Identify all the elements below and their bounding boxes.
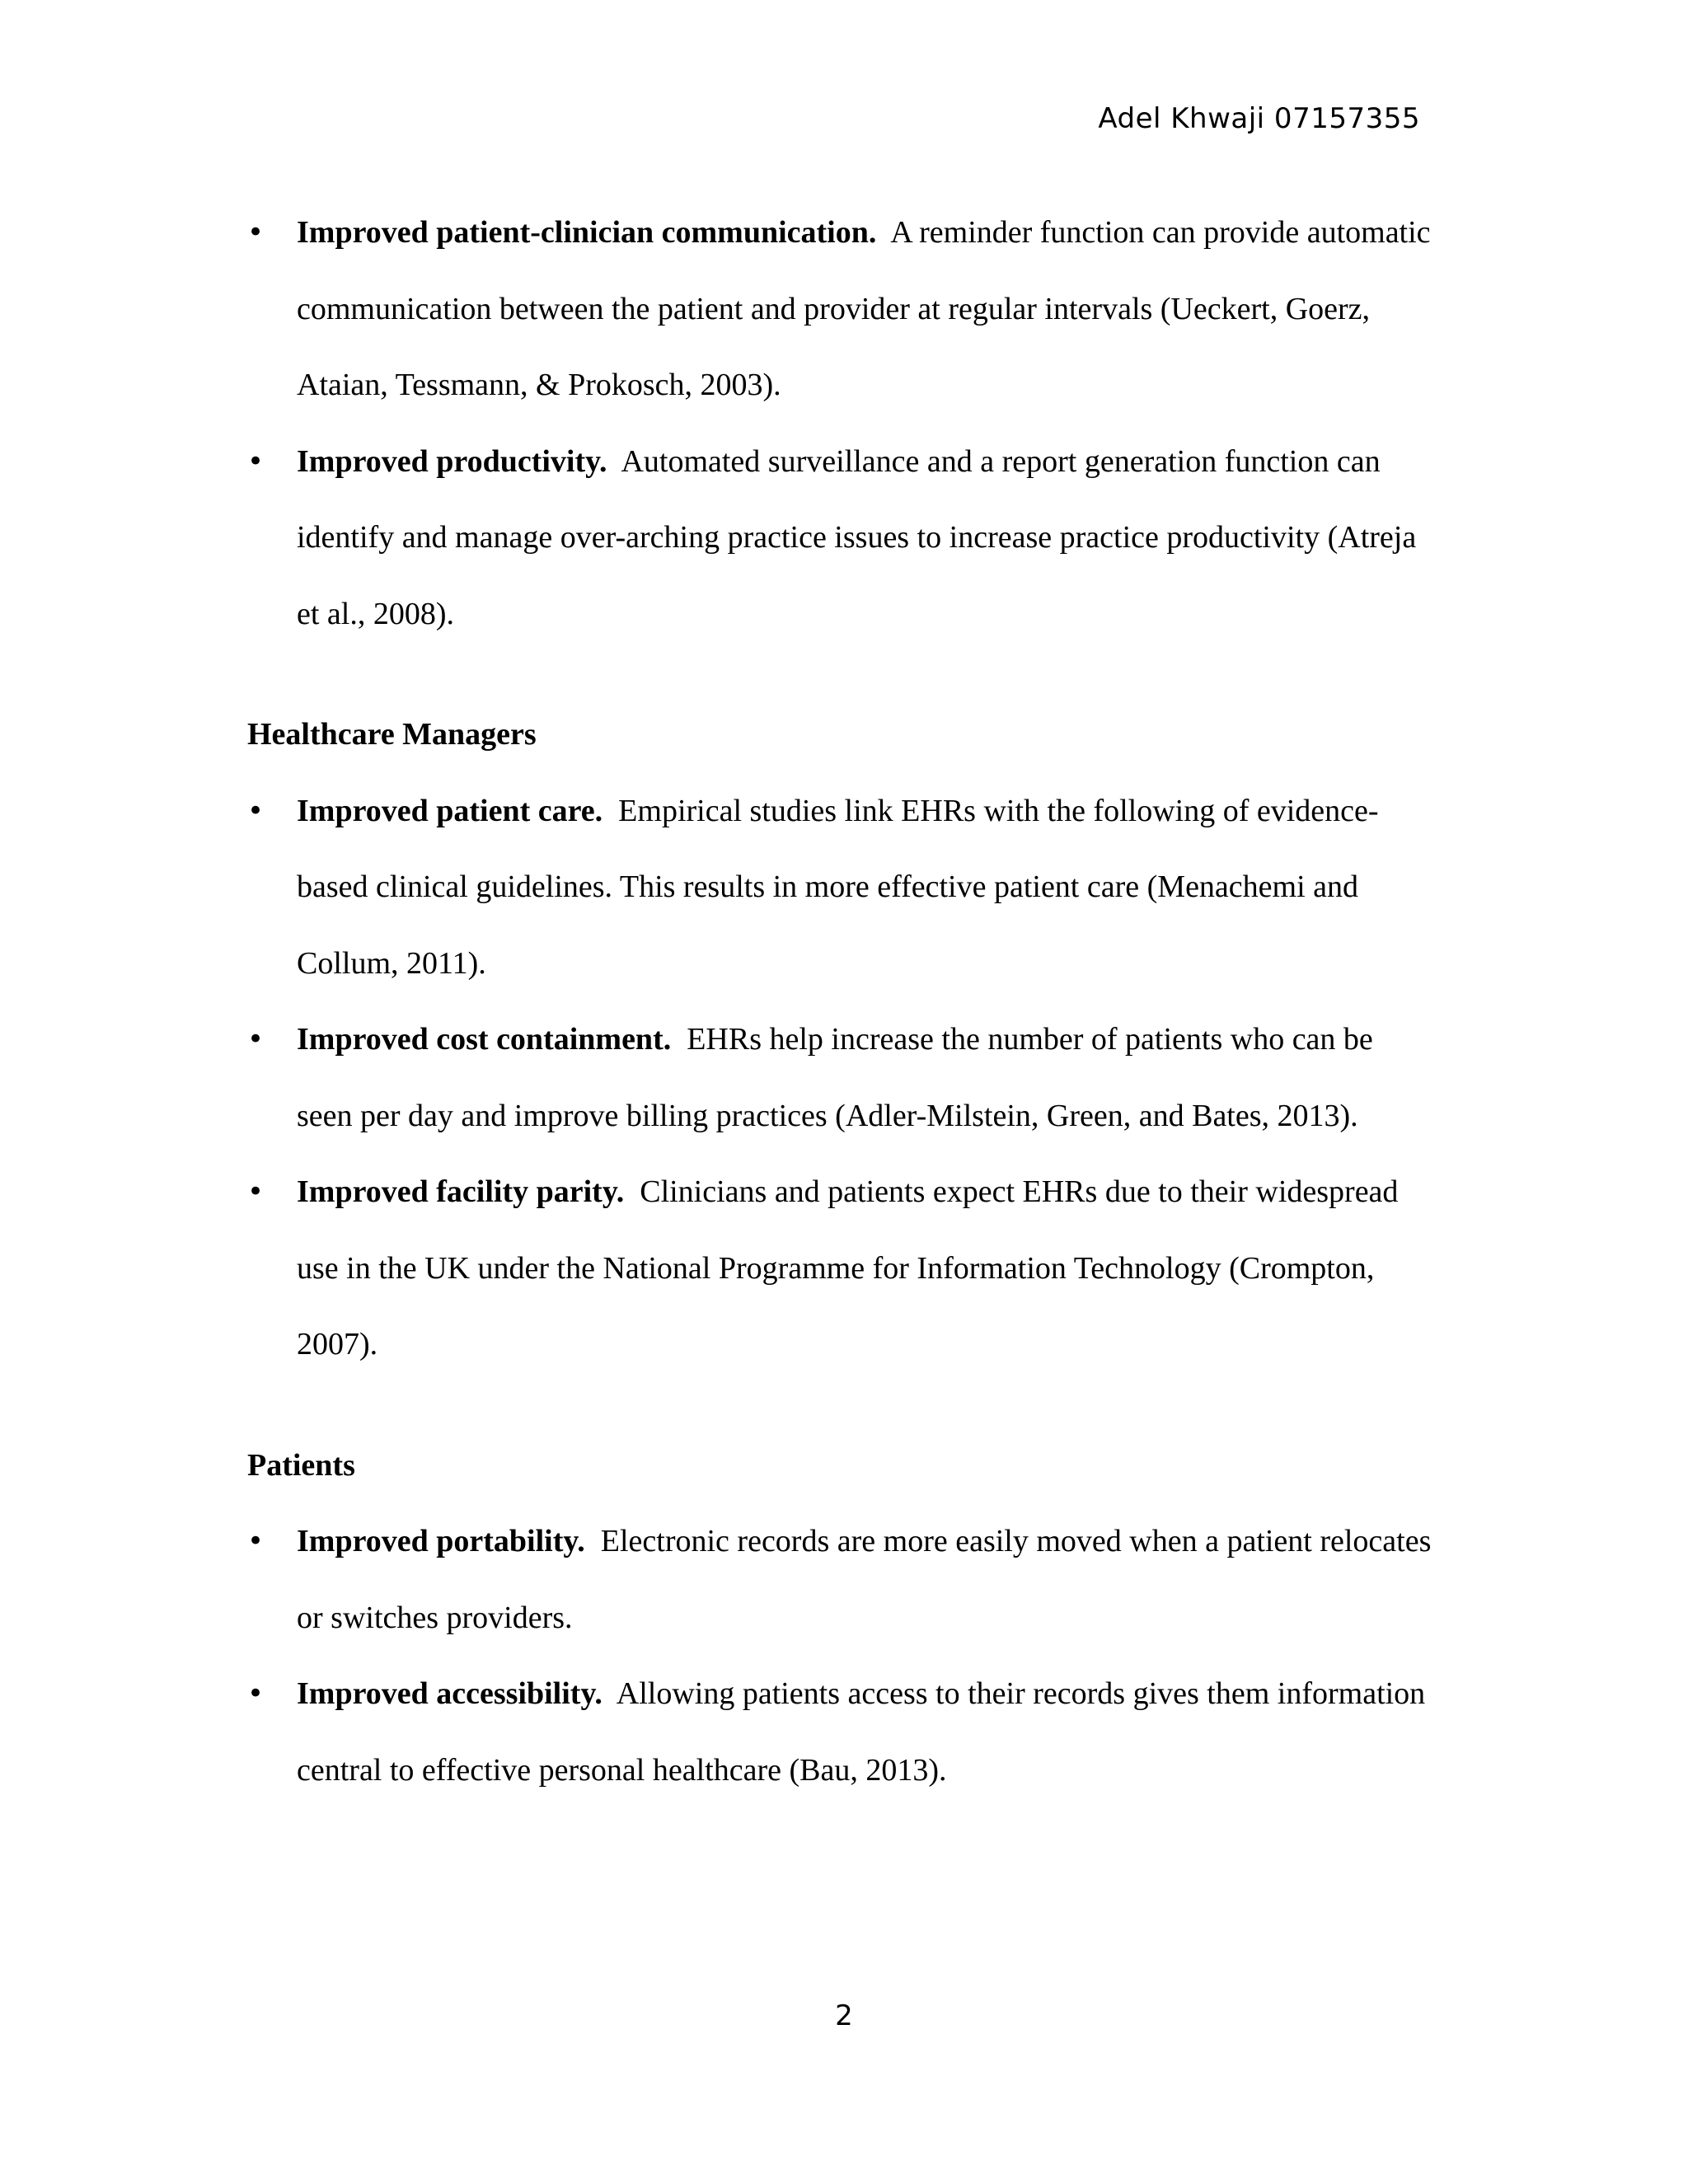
document-body — [247, 194, 1434, 1808]
bullet-icon: • — [247, 794, 265, 827]
item-text: A reminder function can provide automatic communication between the patient and provider at regular intervals (Ueckert, Goerz, Ataian, Tessmann, & Prokosch, 2003). — [297, 215, 1431, 402]
section-heading-patients: Patients — [247, 1447, 355, 1483]
item-title: Improved cost containment. — [297, 1022, 672, 1057]
item-title: Improved accessibility. — [297, 1676, 603, 1711]
bullet-list-patients — [247, 1503, 1434, 1808]
item-text: Automated surveillance and a report generation function can identify and manage over-arching practice issues to increase practice productivity (Atreja et al., 2008). — [297, 443, 1417, 631]
list-item — [247, 1154, 1434, 1383]
running-header: Adel Khwaji 07157355 — [1098, 102, 1420, 135]
list-item — [247, 1001, 1434, 1154]
list-item — [247, 1656, 1434, 1808]
item-title: Improved patient-clinician communication. — [297, 215, 877, 250]
section-heading-healthcare-managers: Healthcare Managers — [247, 717, 537, 752]
list-item — [247, 773, 1434, 1002]
item-text: EHRs help increase the number of patients who can be seen per day and improve billing practices (Adler-Milstein, Green, and Bates, 2013). — [297, 1022, 1373, 1133]
bullet-icon: • — [247, 1525, 265, 1558]
bullet-list-healthcare-managers — [247, 773, 1434, 1383]
list-item — [247, 424, 1434, 653]
bullet-icon: • — [247, 1175, 265, 1208]
list-item — [247, 1503, 1434, 1656]
item-title: Improved patient care. — [297, 793, 603, 828]
list-item — [247, 194, 1434, 424]
page-number: 2 — [835, 1999, 853, 2032]
bullet-icon: • — [247, 1677, 265, 1710]
item-text: Clinicians and patients expect EHRs due to their widespread use in the UK under the National Programme for Information Technology (Crompton, 2007). — [297, 1174, 1399, 1361]
bullet-icon: • — [247, 444, 265, 478]
item-text: Allowing patients access to their records gives them information central to effective personal healthcare (Bau, 2013). — [297, 1676, 1426, 1788]
item-title: Improved portability. — [297, 1524, 585, 1558]
bullet-icon: • — [247, 1023, 265, 1056]
item-text: Electronic records are more easily moved when a patient relocates or switches providers. — [297, 1524, 1432, 1635]
bullet-list-intro — [247, 194, 1434, 652]
item-title: Improved facility parity. — [297, 1174, 625, 1209]
bullet-icon: • — [247, 216, 265, 249]
item-text: Empirical studies link EHRs with the following of evidence-based clinical guidelines. This results in more effective patient care (Menachemi and Collum, 2011). — [297, 793, 1379, 981]
item-title: Improved productivity. — [297, 443, 607, 479]
